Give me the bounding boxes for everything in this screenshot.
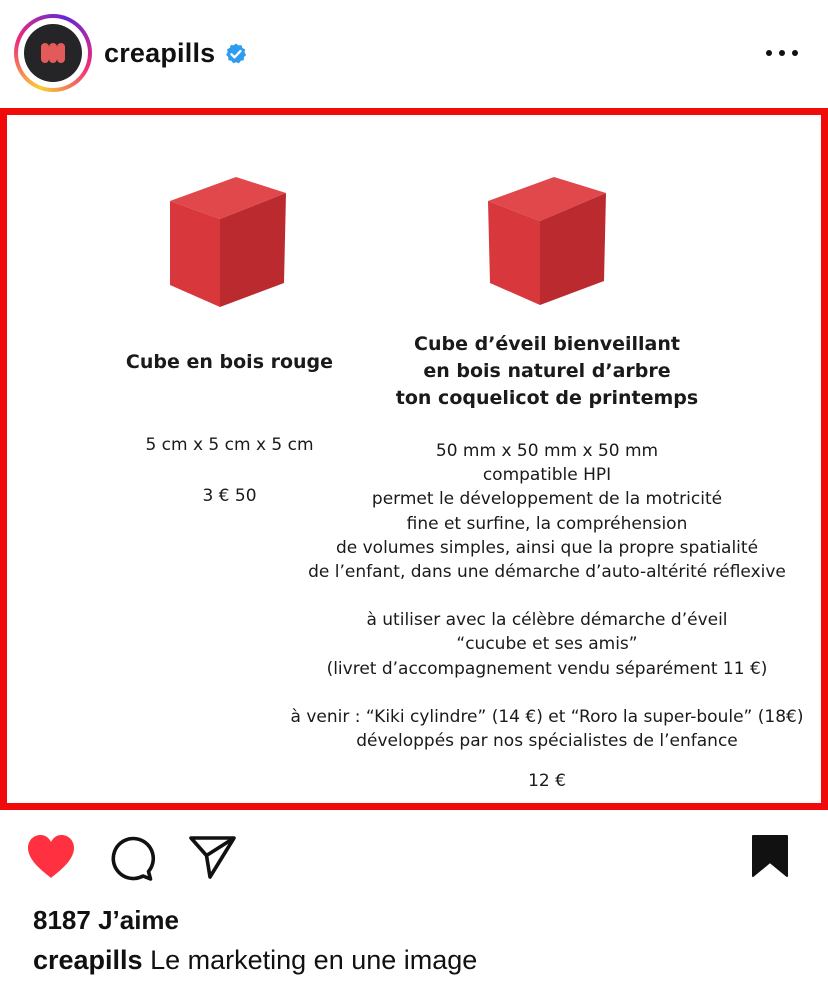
post-header (0, 0, 828, 108)
desc-line: fine et surfine, la compréhension (406, 513, 688, 534)
left-product-price: 3 € 50 (202, 486, 257, 506)
right-product-price: 12 € (528, 771, 566, 792)
likes-count[interactable]: 8187 J’aime (33, 905, 180, 935)
dot (779, 50, 785, 56)
desc-line: de volumes simples, ainsi que la propre spatialité (335, 537, 759, 558)
desc-line: 50 mm x 50 mm x 50 mm (435, 441, 659, 461)
left-product-title: Cube en bois rouge (125, 351, 334, 373)
desc-line: à utiliser avec la célèbre démarche d’éveil (366, 610, 728, 631)
desc-line: (livret d’accompagnement vendu séparément 11 €) (326, 658, 768, 679)
post-username[interactable]: creapills (104, 38, 216, 68)
post-image[interactable] (0, 108, 828, 810)
right-product-title (327, 331, 767, 412)
caption-username[interactable]: creapills (33, 945, 143, 975)
dot (766, 50, 772, 56)
desc-line: “cucube et ses amis” (456, 634, 638, 655)
share-icon[interactable] (188, 834, 238, 880)
right-product-description (277, 439, 817, 793)
desc-line: développés par nos spécialistes de l’enfance (356, 731, 738, 752)
spacer (277, 681, 817, 705)
desc-line: à venir : “Kiki cylindre” (14 €) et “Roro la super-boule” (18€) (290, 706, 804, 727)
spacer (277, 584, 817, 608)
post-caption (33, 945, 477, 976)
bookmark-icon[interactable] (750, 834, 790, 878)
red-cube-image (162, 175, 302, 310)
post-actions (0, 810, 828, 900)
caption-text: Le marketing en une image (150, 945, 478, 975)
more-options-icon[interactable] (762, 38, 802, 68)
creapills-logo (24, 24, 82, 82)
left-product-dimensions: 5 cm x 5 cm x 5 cm (145, 435, 314, 455)
desc-line: de l’enfant, dans une démarche d’auto-altérité réflexive (308, 562, 786, 583)
avatar-ring-gap (18, 18, 88, 88)
heart-icon[interactable] (26, 834, 76, 880)
comment-icon[interactable] (108, 834, 156, 882)
logo-pill (49, 43, 57, 63)
title-line: Cube d’éveil bienveillant (414, 333, 680, 355)
dot (792, 50, 798, 56)
logo-pill (41, 43, 49, 63)
verified-badge-icon (224, 42, 248, 66)
avatar[interactable] (14, 14, 92, 92)
title-line: ton coquelicot de printemps (395, 387, 699, 409)
spacer (277, 753, 817, 769)
logo-pill (57, 43, 65, 63)
desc-line: compatible HPI (482, 465, 612, 486)
desc-line: permet le développement de la motricité (371, 489, 723, 510)
red-cube-image (482, 171, 622, 311)
title-line: en bois naturel d’arbre (423, 360, 671, 382)
